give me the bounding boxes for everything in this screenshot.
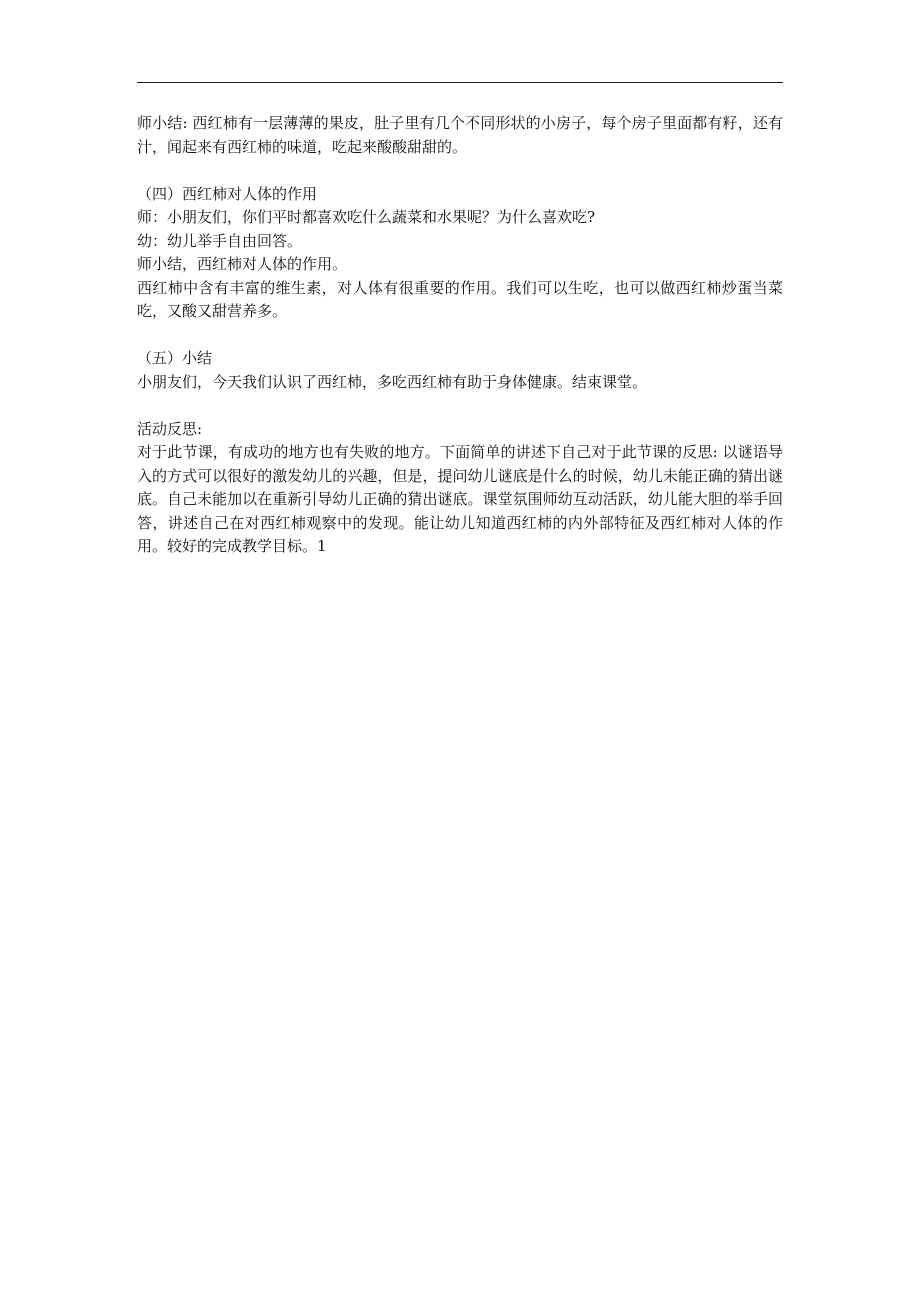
- teacher-summary-paragraph: 师小结: 西红柿有一层薄薄的果皮，肚子里有几个不同形状的小房子，每个房子里面都有籽，还有汁，闻起来有西红柿的味道，吃起来酸酸甜甜的。: [137, 114, 783, 156]
- reflection-body: 对于此节课，有成功的地方也有失败的地方。下面简单的讲述下自己对于此节课的反思: 以谜语导入的方式可以很好的激发幼儿的兴趣，但是，提问幼儿谜底是什么的时候，幼儿未能正确的猜出谜底。自己未能加以在重新引导幼儿正确的猜出谜底。课堂氛围师幼互动活跃，幼儿能大胆的举手回答，讲述自己在对西红柿观察中的发现。能让幼儿知道西红柿的内外部特征及西红柿对人体的作用。较好的完成教学目标。1: [137, 443, 783, 555]
- paragraph-gap: [137, 159, 783, 183]
- section-4-heading: （四）西红柿对人体的作用: [137, 184, 318, 203]
- reflection-heading: 活动反思:: [137, 419, 203, 438]
- paragraph-gap: [137, 394, 783, 418]
- teacher-question: 师：小朋友们，你们平时都喜欢吃什么蔬菜和水果呢？为什么喜欢吃?: [137, 208, 596, 226]
- section-5-body: 小朋友们，今天我们认识了西红柿，多吃西红柿有助于身体健康。结束课堂。: [137, 372, 648, 391]
- paragraph-gap: [137, 324, 783, 348]
- document-body: [137, 112, 783, 559]
- header-rule: [137, 82, 783, 83]
- section-4-body: 西红柿中含有丰富的维生素，对人体有很重要的作用。我们可以生吃，也可以做西红柿炒蛋当菜吃，又酸又甜营养多。: [137, 278, 783, 320]
- child-answer: 幼：幼儿举手自由回答。: [137, 231, 303, 250]
- section-5-heading: （五）小结: [137, 349, 213, 367]
- teacher-summary-line: 师小结，西红柿对人体的作用。: [137, 255, 348, 273]
